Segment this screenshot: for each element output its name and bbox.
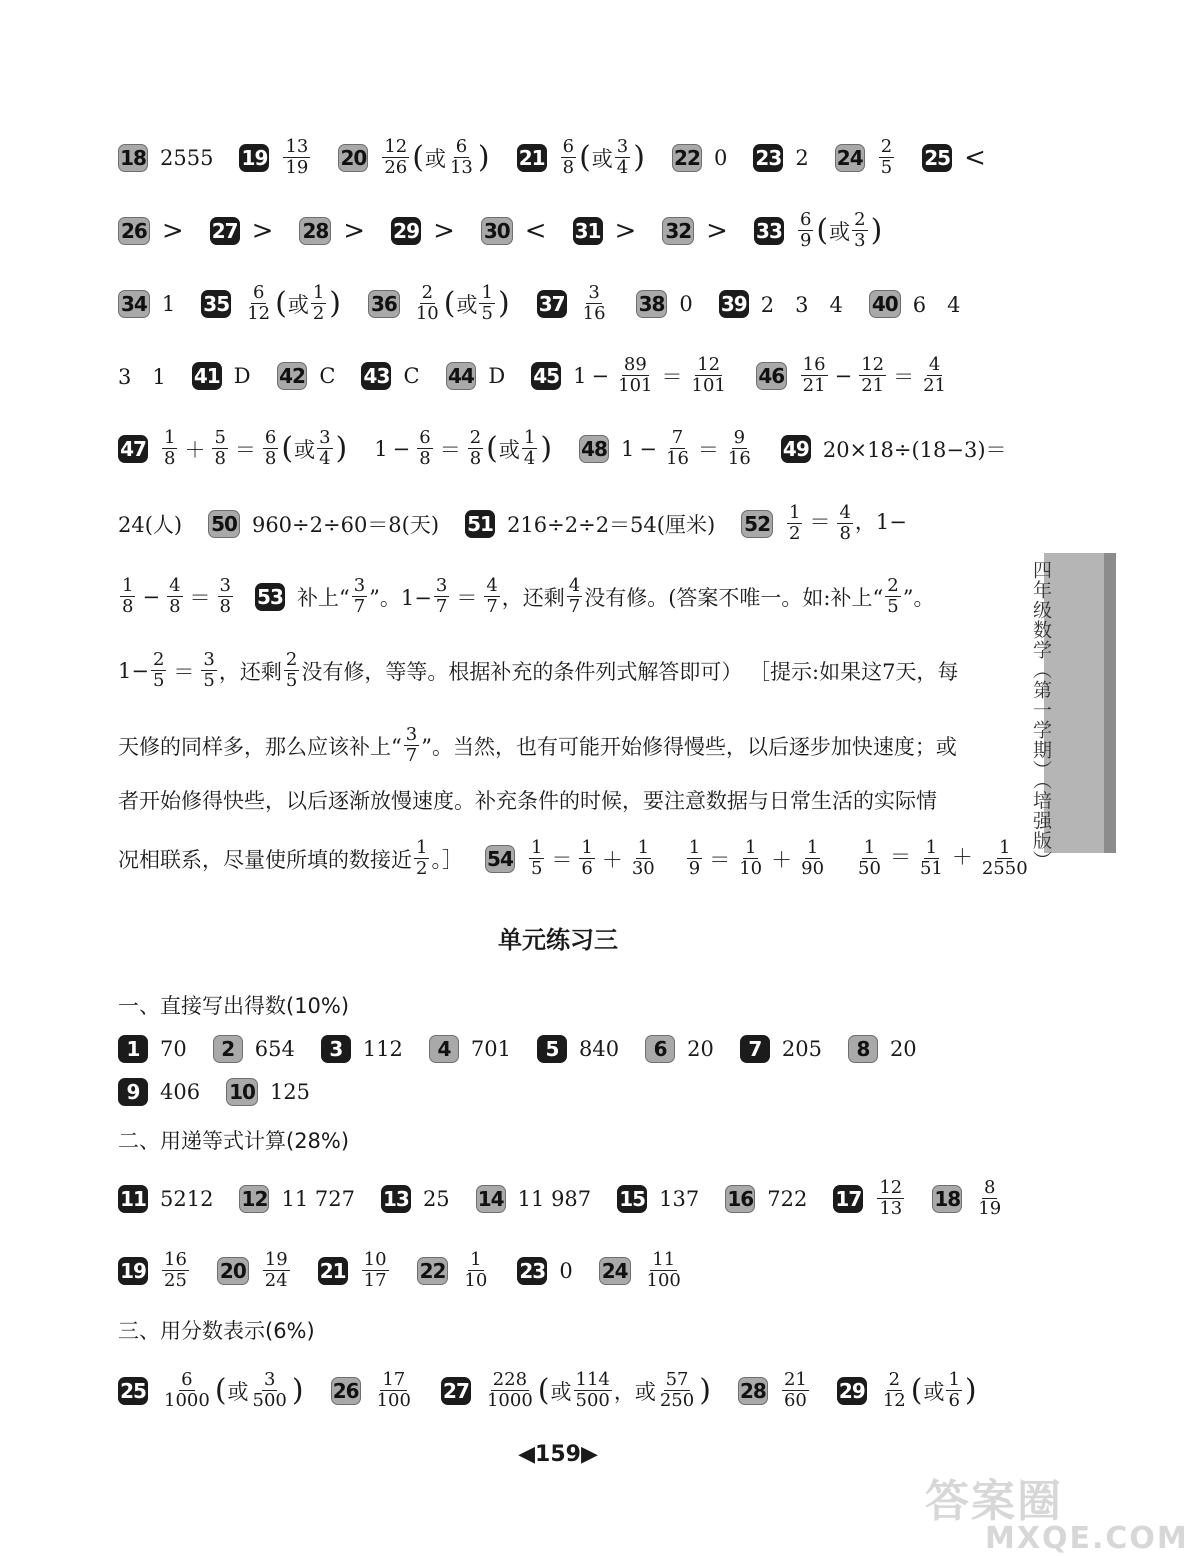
text-53a: 补上“ — [296, 585, 350, 610]
fraction: $\frac{13}{19}$ — [285, 136, 309, 178]
badge-21: 21 — [517, 144, 547, 172]
answer-32: > — [706, 215, 728, 246]
badge-29: 29 — [391, 217, 421, 245]
answer-49-cont: 24(人) — [118, 512, 183, 537]
u3-answer: 205 — [781, 1037, 822, 1061]
answer-44: D — [488, 363, 506, 388]
answer-42: C — [319, 363, 336, 388]
section-title-3: 三、用分数表示(6%) — [118, 1319, 315, 1343]
answer-18: 2555 — [160, 145, 214, 170]
badge-32: 32 — [662, 217, 694, 245]
answer-25: < — [964, 142, 986, 173]
side-label: 四年级数学（第一学期）（培强版） — [1030, 560, 1052, 871]
badge-44: 44 — [446, 362, 477, 390]
badge-37: 37 — [537, 290, 567, 318]
section-title-2: 二、用递等式计算(28%) — [118, 1129, 350, 1153]
text-line8b: 没有修，等等。根据补充的条件列式解答即可） ［提示:如果这7天，每 — [301, 659, 959, 684]
badge-39: 39 — [719, 290, 749, 318]
text-53c: ，还剩 — [501, 585, 565, 610]
badge-33: 33 — [754, 217, 784, 245]
or-text: 或 — [634, 1379, 656, 1404]
watermark-line2: MXQE.COM — [985, 1521, 1189, 1556]
u3-answer: 722 — [767, 1186, 808, 1211]
badge-54: 54 — [485, 845, 515, 873]
answer-line-2: 26 > 27 > 28 > 29 > 30 < 31 > 32 > 33 $\frac{6}{9}$ ( 或 $\frac{2}{3}$ ) — [118, 210, 976, 251]
badge-46: 46 — [756, 362, 787, 390]
or-text: 或 — [424, 146, 446, 171]
badge-22: 22 — [672, 144, 702, 172]
unit3-row-4: 19 $\frac{16}{25}$ 20 $\frac{19}{24}$ 21 $\frac{10}{17}$ 22 $\frac{1}{10}$ 23 0 24 $\frac{11}{100}$ — [118, 1250, 976, 1291]
or-text: 或 — [227, 1379, 249, 1404]
badge-48: 48 — [579, 435, 609, 463]
text-line11a: 况相联系，尽量使所填的数接近 — [118, 847, 412, 872]
u3-answer: 5212 — [160, 1186, 214, 1211]
answer-38: 0 — [679, 291, 693, 316]
answer-51: 216÷2÷2＝54(厘米) — [507, 512, 716, 537]
badge-45: 45 — [531, 362, 561, 390]
badge-26: 26 — [118, 217, 150, 245]
unit3-row-3: 11 5212 12 11 727 13 25 14 11 987 15 137 16 722 17 $\frac{12}{13}$ 18 $\frac{8}{19}$ — [118, 1178, 976, 1219]
badge-24: 24 — [835, 144, 865, 172]
answer-40-cont: 3 1 — [118, 364, 166, 389]
badge-47: 47 — [118, 435, 148, 463]
answer-line-11: 况相联系，尽量使所填的数接近 $\frac{1}{2}$ 。］ 54 $\frac{1}{5}$ ＝ $\frac{1}{6}$ ＋ $\frac{1}{30}$ $\frac{1}{9}$ ＝ $\frac{1}{10}$ ＋ $\frac{1}{90}$ $\frac{1}{50}$ ＝ $\frac{1}{51}$ ＋ $\frac{1}{2550}$ — [118, 837, 1028, 879]
text-line9b: ”。当然，也有可能开始修得慢些，以后逐步加快速度；或 — [421, 734, 957, 759]
badge-23: 23 — [753, 144, 783, 172]
u3-answer: 11 987 — [517, 1186, 592, 1211]
page-number: ◀159▶ — [518, 1442, 598, 1467]
u3-answer: 25 — [422, 1186, 450, 1211]
badge-36: 36 — [368, 290, 400, 318]
badge-51: 51 — [465, 510, 495, 538]
answer-50: 960÷2÷60＝8(天) — [251, 512, 440, 537]
badge-35: 35 — [201, 290, 231, 318]
answer-26: > — [161, 215, 184, 246]
u3-answer: 20 — [889, 1037, 917, 1061]
u3-answer: 11 727 — [281, 1186, 355, 1211]
answer-line-1: 18 2555 19 $\frac{13}{19}$ 20 $\frac{12}{26}$ ( 或 $\frac{6}{13}$ ) 21 $\frac{6}{8}$ ( 或 $\frac{3}{4}$ ) 22 0 23 2 24 $\frac{2}{5}$ 25 < — [118, 137, 976, 178]
unit3-row-5: 25 $\frac{6}{1000}$ ( 或 $\frac{3}{500}$ ) 26 $\frac{17}{100}$ 27 $\frac{228}{1000}$ ( 或 $\frac{114}{500}$ ， 或 $\frac{57}{250}$ ) 28 $\frac{21}{60}$ 29 $\frac{2}{12}$ ( 或 $\frac{1}{6}$ ) — [118, 1370, 976, 1411]
badge-43: 43 — [361, 362, 391, 390]
text-line11b: 。］ — [431, 847, 463, 872]
text-53e: ”。 — [902, 585, 935, 610]
answer-43: C — [403, 363, 420, 388]
answer-49: 20×18÷(18−3)＝ — [822, 437, 1007, 462]
u3-answer: 112 — [362, 1037, 403, 1061]
answer-41: D — [233, 363, 251, 388]
text-53b: ”。1− — [369, 585, 432, 610]
page-number-value: 159 — [535, 1442, 581, 1467]
watermark — [925, 1465, 1189, 1556]
answer-23: 2 — [795, 145, 809, 170]
or-text: 或 — [498, 437, 520, 462]
or-text: 或 — [550, 1379, 572, 1404]
badge-34: 34 — [118, 290, 150, 318]
badge-20: 20 — [338, 144, 368, 172]
unit-heading: 单元练习三 — [498, 926, 618, 954]
badge-53: 53 — [255, 583, 285, 611]
answer-line-6: 24(人) 50 960÷2÷60＝8(天) 51 216÷2÷2＝54(厘米) 52 $\frac{1}{2}$ ＝ $\frac{4}{8}$ ，1− — [118, 502, 907, 544]
answer-line-8: 1− $\frac{2}{5}$ ＝ $\frac{3}{5}$ ，还剩 $\frac{2}{5}$ 没有修，等等。根据补充的条件列式解答即可） ［提示:如果这7天，每 — [118, 649, 959, 691]
answer-line-7: $\frac{1}{8}$ − $\frac{4}{8}$ ＝ $\frac{3}{8}$ 53 补上“ $\frac{3}{7}$ ”。1− $\frac{3}{7}$ ＝ $\frac{4}{7}$ ，还剩 $\frac{4}{7}$ 没有修。(答案不唯一。如:补上“ $\frac{2}{5}$ ”。 — [122, 575, 935, 617]
section-title-1: 一、直接写出得数(10%) — [118, 994, 350, 1018]
answer-line-3: 34 1 35 $\frac{6}{12}$ ( 或 $\frac{1}{2}$ ) 36 $\frac{2}{10}$ ( 或 $\frac{1}{5}$ ) 37 $\frac{3}{16}$ 38 0 39 2 3 4 40 6 4 — [118, 283, 976, 324]
text-line10: 者开始修得快些，以后逐渐放慢速度。补充条件的时候，要注意数据与日常生活的实际情 — [118, 789, 937, 813]
badge-31: 31 — [573, 217, 603, 245]
u3-answer: 137 — [659, 1186, 700, 1211]
badge-42: 42 — [277, 362, 308, 390]
badge-38: 38 — [636, 290, 668, 318]
answer-29: > — [433, 215, 455, 246]
u3-answer: 125 — [269, 1080, 311, 1104]
text-53d: 没有修。(答案不唯一。如:补上“ — [584, 585, 884, 610]
watermark-line1: 答案圈 — [925, 1476, 1063, 1527]
unit3-row-2: 9 406 10 125 — [118, 1078, 976, 1106]
answer-22: 0 — [713, 145, 728, 170]
badge-28: 28 — [299, 217, 331, 245]
or-text: 或 — [829, 219, 851, 244]
badge-49: 49 — [781, 435, 811, 463]
text-line9a: 天修的同样多，那么应该补上“ — [118, 734, 402, 759]
answer-line-5: 47 $\frac{1}{8}$ ＋ $\frac{5}{8}$ ＝ $\frac{6}{8}$ ( 或 $\frac{3}{4}$ ) 1 − $\frac{6}{8}$ ＝ $\frac{2}{8}$ ( 或 $\frac{1}{4}$ ) 48 1 − $\frac{7}{16}$ ＝ $\frac{9}{16}$ 49 20×18÷(18−3)＝ — [118, 428, 976, 469]
badge-52: 52 — [741, 510, 773, 538]
badge-30: 30 — [481, 217, 513, 245]
u3-answer: 70 — [160, 1037, 187, 1061]
or-text: 或 — [287, 292, 309, 317]
answer-28: > — [343, 215, 366, 246]
answer-30: < — [524, 215, 547, 246]
answer-line-4: 3 1 41 D 42 C 43 C 44 D 45 1 − $\frac{89}{101}$ ＝ $\frac{12}{101}$ 46 $\frac{16}{21}$ − $\frac{12}{21}$ ＝ $\frac{4}{21}$ — [118, 354, 946, 396]
or-text: 或 — [591, 146, 613, 171]
badge-27: 27 — [210, 217, 240, 245]
answer-27: > — [251, 215, 274, 246]
u3-answer: 20 — [687, 1037, 714, 1061]
answer-34: 1 — [161, 291, 176, 316]
badge-19: 19 — [239, 144, 269, 172]
answer-39: 2 3 4 — [760, 292, 843, 317]
badge-25: 25 — [922, 144, 952, 172]
or-text: 或 — [294, 437, 316, 462]
unit3-row-1: 1 70 2 654 3 112 4 701 5 840 6 20 7 205 8 20 — [118, 1035, 976, 1063]
u3-answer: 701 — [470, 1037, 512, 1061]
u3-answer: 840 — [579, 1037, 620, 1061]
badge-41: 41 — [192, 362, 222, 390]
or-text: 或 — [456, 292, 478, 317]
badge-40: 40 — [869, 290, 901, 318]
answer-40: 6 4 — [912, 292, 961, 317]
u3-answer: 406 — [160, 1080, 201, 1104]
answer-line-9: 天修的同样多，那么应该补上“ $\frac{3}{7}$ ”。当然，也有可能开始修得慢些，以后逐步加快速度；或 — [118, 724, 957, 766]
badge-50: 50 — [208, 510, 240, 538]
or-text: 或 — [923, 1379, 945, 1404]
badge-18: 18 — [118, 144, 148, 172]
text-line8a: ，还剩 — [218, 659, 282, 684]
u3-answer: 654 — [254, 1037, 295, 1061]
answer-line-10 — [118, 785, 976, 815]
answer-31: > — [614, 215, 637, 246]
